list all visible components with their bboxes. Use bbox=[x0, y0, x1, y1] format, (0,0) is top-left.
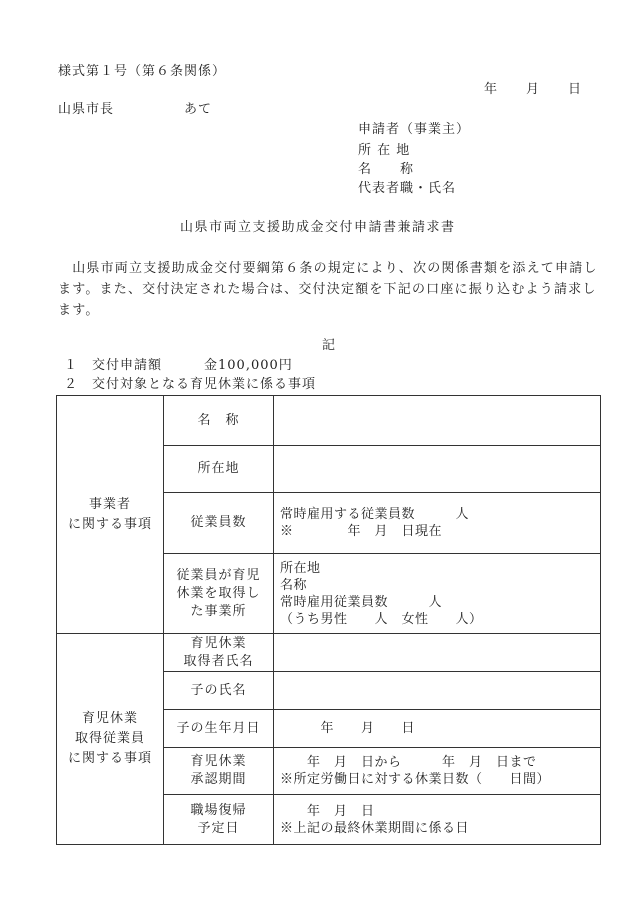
leave-holder-field[interactable] bbox=[274, 634, 601, 672]
application-table bbox=[56, 395, 601, 845]
employer-name-field[interactable] bbox=[274, 396, 601, 446]
leave-period-range-line: 年 月 日から 年 月 日まで bbox=[280, 755, 537, 770]
applicant-address-label: 所 在 地 bbox=[358, 143, 411, 158]
ki-label: 記 bbox=[322, 338, 336, 353]
office-gender-breakdown-line: （うち男性 人 女性 人） bbox=[280, 611, 483, 627]
employer-group-line-1: 事業者 bbox=[88, 496, 131, 512]
form-number: 様式第１号（第６条関係） bbox=[58, 64, 227, 79]
child-name-field[interactable] bbox=[274, 672, 601, 710]
document-title: 山県市両立支援助成金交付申請書兼請求書 bbox=[180, 220, 456, 235]
applicant-name-label: 名 称 bbox=[358, 162, 415, 177]
employees-field[interactable] bbox=[274, 493, 601, 554]
leave-holder-label: 育児休業 取得者氏名 bbox=[164, 634, 274, 672]
addressee: 山県市長 あて bbox=[58, 102, 213, 117]
item-1-application-amount: １ 交付申請額 金100,000円 bbox=[64, 358, 293, 373]
office-label: 従業員が育児 休業を取得し た事業所 bbox=[164, 554, 274, 634]
employees-date-line: ※ 年 月 日現在 bbox=[280, 524, 443, 539]
employee-group-line-2: 取得従業員 bbox=[74, 731, 145, 746]
employees-count-line: 常時雇用する従業員数 人 bbox=[280, 507, 470, 522]
table-row bbox=[57, 634, 601, 672]
item-2-heading: ２ 交付対象となる育児休業に係る事項 bbox=[64, 377, 317, 392]
employer-location-field[interactable] bbox=[274, 446, 601, 493]
employees-label: 従業員数 bbox=[164, 493, 274, 554]
employee-group-line-1: 育児休業 bbox=[81, 711, 138, 726]
return-date-field[interactable] bbox=[274, 795, 601, 845]
return-date-label: 職場復帰 予定日 bbox=[164, 795, 274, 845]
return-date-line: 年 月 日 bbox=[280, 803, 375, 819]
table-row bbox=[57, 396, 601, 446]
employer-group-line-2: に関する事項 bbox=[67, 516, 152, 532]
body-text: 山県市両立支援助成金交付要綱第６条の規定により、次の関係書類を添えて申請します。また、交付決定された場合は、交付決定額を下記の口座に振り込むよう請求します。 bbox=[58, 261, 598, 318]
return-date-note-line: ※上記の最終休業期間に係る日 bbox=[280, 820, 470, 836]
leave-period-days-line: ※所定労働日に対する休業日数（ 日間） bbox=[280, 772, 551, 787]
office-name-line: 名称 bbox=[280, 577, 308, 593]
office-location-line: 所在地 bbox=[280, 560, 321, 576]
date-line: 年 月 日 bbox=[484, 82, 583, 97]
employee-group-cell bbox=[57, 634, 164, 845]
applicant-heading: 申請者（事業主） bbox=[358, 122, 471, 137]
office-employees-line: 常時雇用従業員数 人 bbox=[280, 594, 443, 610]
child-birthday-label: 子の生年月日 bbox=[164, 710, 274, 748]
leave-period-field[interactable] bbox=[274, 748, 601, 795]
employer-group-cell bbox=[57, 396, 164, 634]
child-birthday-field[interactable]: 年 月 日 bbox=[274, 710, 601, 748]
employee-group-line-3: に関する事項 bbox=[67, 751, 152, 766]
applicant-representative-label: 代表者職・氏名 bbox=[358, 181, 457, 196]
employer-name-label: 名 称 bbox=[164, 396, 274, 446]
office-field[interactable] bbox=[274, 554, 601, 634]
leave-period-label: 育児休業 承認期間 bbox=[164, 748, 274, 795]
employer-location-label: 所在地 bbox=[164, 446, 274, 493]
child-name-label: 子の氏名 bbox=[164, 672, 274, 710]
